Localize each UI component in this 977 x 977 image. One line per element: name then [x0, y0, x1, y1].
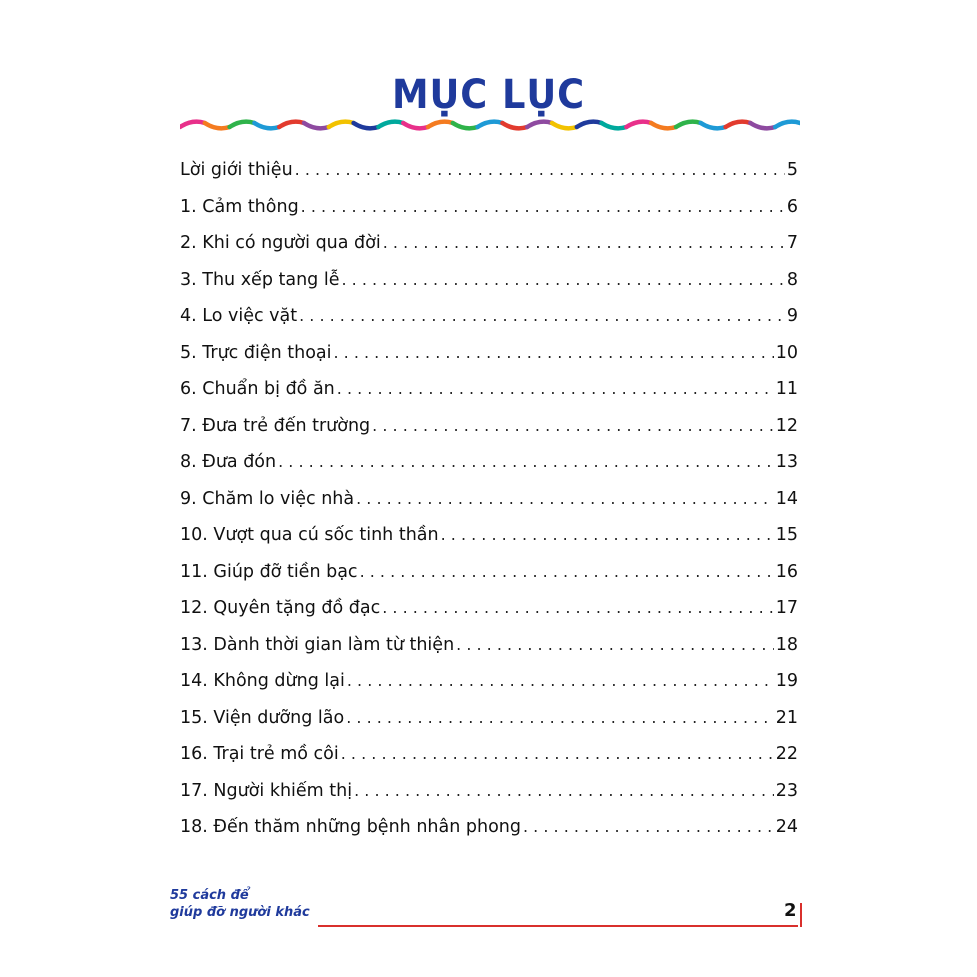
toc-entry-label: 6. Chuẩn bị đồ ăn: [180, 379, 335, 399]
toc-entry-label: 9. Chăm lo việc nhà: [180, 488, 355, 509]
toc-entry: [180, 554, 798, 591]
wave-segment: [329, 122, 354, 127]
wave-segment: [354, 123, 379, 128]
toc-leader-dots: [301, 189, 785, 226]
toc-leader-dots: [295, 152, 785, 189]
wave-segment: [651, 123, 676, 128]
toc-entry: [180, 736, 798, 773]
page-number: 2: [784, 900, 797, 921]
toc-entry: [180, 298, 798, 335]
toc-leader-dots: [382, 590, 774, 627]
toc-entry: [180, 590, 798, 627]
page-title: MỤC LỤC: [391, 72, 586, 118]
toc-leader-dots: [360, 554, 774, 591]
toc-leader-dots: [354, 773, 774, 810]
toc-entry-label: 17. Người khiếm thị: [180, 780, 353, 801]
toc-entry-page: 6: [786, 196, 798, 217]
toc-entry-page: 24: [775, 817, 798, 837]
toc-entry-page: 9: [786, 306, 798, 326]
toc-entry: [180, 152, 798, 189]
toc-leader-dots: [523, 809, 774, 846]
wave-segment: [279, 122, 304, 127]
toc-entry: [180, 663, 798, 700]
footer-book-title-line2: giúp đỡ người khác: [170, 905, 310, 920]
toc-entry: [180, 262, 798, 299]
toc-entry-label: Lời giới thiệu: [180, 160, 293, 180]
toc-entry-page: 13: [775, 452, 798, 472]
toc-entry: [180, 773, 798, 810]
toc-entry: [180, 444, 798, 481]
toc-entry-page: 22: [775, 744, 798, 764]
wave-segment: [453, 123, 478, 128]
toc-entry-label: 7. Đưa trẻ đến trường: [180, 415, 371, 436]
toc-entry: [180, 517, 798, 554]
toc-entry-page: 12: [775, 415, 798, 436]
toc-entry: [180, 408, 798, 445]
toc-leader-dots: [341, 262, 784, 299]
toc-leader-dots: [456, 627, 774, 664]
wave-segment: [304, 123, 329, 128]
toc-entry-label: 2. Khi có người qua đời: [180, 233, 381, 253]
toc-leader-dots: [299, 298, 785, 335]
toc-entry-page: 21: [775, 707, 798, 728]
toc-entry: [180, 225, 798, 262]
toc-entry-label: 1. Cảm thông: [180, 196, 299, 217]
wave-segment: [254, 123, 279, 128]
toc-leader-dots: [346, 700, 773, 737]
toc-entry-label: 16. Trại trẻ mồ côi: [180, 744, 339, 764]
toc-entry-page: 23: [775, 780, 798, 801]
table-of-contents: [180, 152, 798, 846]
toc-leader-dots: [356, 481, 774, 518]
wave-segment: [230, 122, 255, 127]
toc-entry-label: 14. Không dừng lại: [180, 671, 345, 691]
toc-leader-dots: [337, 371, 774, 408]
wave-segment: [428, 122, 453, 127]
wave-segment: [478, 122, 503, 127]
toc-entry-page: 15: [775, 525, 798, 545]
wave-segment: [701, 123, 726, 128]
wave-segment: [626, 122, 651, 127]
toc-leader-dots: [278, 444, 774, 481]
wave-segment: [775, 122, 800, 127]
toc-leader-dots: [333, 335, 773, 372]
wave-segment: [180, 122, 205, 127]
toc-entry-label: 10. Vượt qua cú sốc tinh thần: [180, 525, 439, 545]
wave-segment: [602, 123, 627, 128]
toc-entry-page: 17: [775, 598, 798, 618]
toc-entry: [180, 627, 798, 664]
rainbow-wave-divider: [180, 118, 800, 132]
wave-segment: [552, 123, 577, 128]
toc-leader-dots: [347, 663, 774, 700]
toc-entry-page: 7: [786, 233, 798, 253]
toc-leader-dots: [341, 736, 774, 773]
toc-entry-label: 15. Viện dưỡng lão: [180, 707, 345, 728]
toc-entry-label: 4. Lo việc vặt: [180, 306, 298, 326]
toc-entry: [180, 809, 798, 846]
wave-segment: [726, 122, 751, 127]
toc-entry-page: 14: [775, 488, 798, 509]
toc-entry: [180, 335, 798, 372]
footer-book-title-line1: 55 cách để: [170, 888, 249, 903]
toc-entry-page: 18: [775, 634, 798, 655]
toc-entry-label: 5. Trực điện thoại: [180, 342, 332, 363]
footer-book-title: [170, 887, 310, 921]
toc-entry-label: 12. Quyên tặng đồ đạc: [180, 598, 381, 618]
toc-entry-label: 18. Đến thăm những bệnh nhân phong: [180, 817, 521, 837]
wave-segment: [527, 122, 552, 127]
toc-entry-label: 11. Giúp đỡ tiền bạc: [180, 561, 358, 582]
wave-segment: [403, 123, 428, 128]
wave-segment: [676, 122, 701, 127]
toc-entry-page: 8: [786, 269, 798, 290]
page-number-bar: [800, 903, 802, 927]
wave-segment: [750, 123, 775, 128]
toc-entry-page: 16: [775, 561, 798, 582]
wave-segment: [378, 122, 403, 127]
wave-segment: [502, 123, 527, 128]
toc-entry: [180, 700, 798, 737]
toc-entry-label: 3. Thu xếp tang lễ: [180, 269, 340, 290]
wave-segment: [205, 123, 230, 128]
toc-entry-page: 5: [786, 160, 798, 180]
toc-entry: [180, 189, 798, 226]
toc-entry-label: 8. Đưa đón: [180, 452, 277, 472]
toc-entry-label: 13. Dành thời gian làm từ thiện: [180, 634, 455, 655]
toc-entry-page: 19: [775, 671, 798, 691]
wave-segment: [577, 122, 602, 127]
toc-entry: [180, 371, 798, 408]
toc-entry-page: 10: [775, 342, 798, 363]
toc-entry-page: 11: [775, 379, 798, 399]
toc-leader-dots: [383, 225, 785, 262]
toc-leader-dots: [441, 517, 774, 554]
footer-divider: [318, 925, 798, 927]
toc-entry: [180, 481, 798, 518]
toc-leader-dots: [372, 408, 774, 445]
